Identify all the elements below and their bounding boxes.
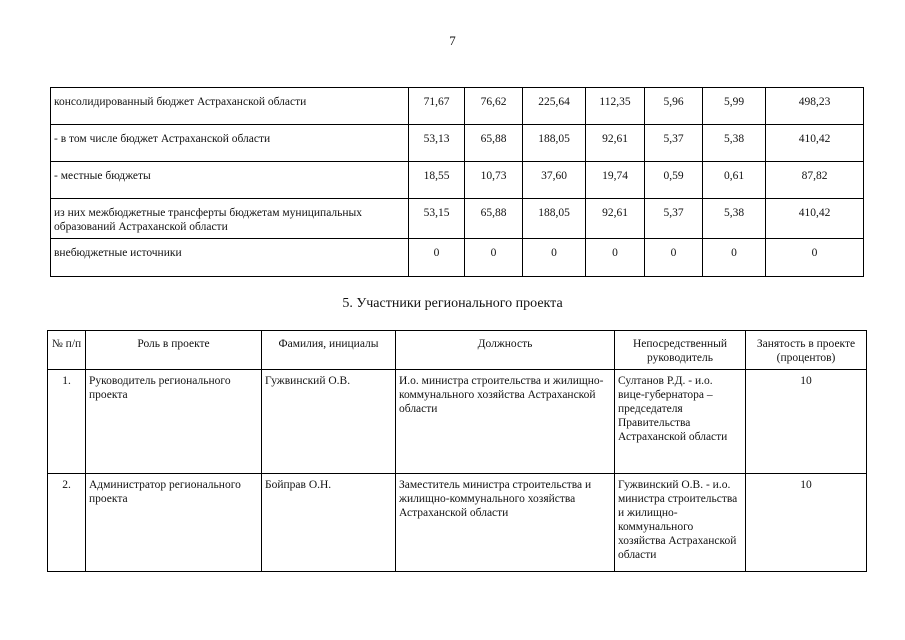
table-header-row (48, 331, 867, 370)
row-label: - местные бюджеты (51, 162, 409, 199)
name-cell: Гужвинский О.В. (262, 370, 396, 474)
column-header: Непосредственный руководитель (615, 331, 746, 370)
table-cell: 5,38 (703, 125, 766, 162)
table-cell: 5,37 (645, 199, 703, 239)
employment-cell: 10 (746, 474, 867, 572)
row-label: консолидированный бюджет Астраханской области (51, 88, 409, 125)
table-cell: 112,35 (586, 88, 645, 125)
table-cell: 410,42 (766, 125, 864, 162)
supervisor-cell: Султанов Р.Д. - и.о. вице-губернатора – председателя Правительства Астраханской области (615, 370, 746, 474)
table-row (51, 239, 864, 277)
table-cell: 0 (409, 239, 465, 277)
participants-table (47, 330, 867, 572)
table-cell: 0 (645, 239, 703, 277)
table-cell: 92,61 (586, 199, 645, 239)
supervisor-cell: Гужвинский О.В. - и.о. министра строительства и жилищно-коммунального хозяйства Астраханской области (615, 474, 746, 572)
column-header: Должность (396, 331, 615, 370)
page-number: 7 (449, 33, 456, 48)
table-cell: 76,62 (465, 88, 523, 125)
table-cell: 53,13 (409, 125, 465, 162)
table-cell: 87,82 (766, 162, 864, 199)
table-row (51, 199, 864, 239)
column-header: Занятость в проекте (процентов) (746, 331, 867, 370)
column-header: Роль в проекте (86, 331, 262, 370)
table-cell: 18,55 (409, 162, 465, 199)
table-row (48, 474, 867, 572)
table-cell: 65,88 (465, 199, 523, 239)
table-row (51, 88, 864, 125)
table-cell: 0 (586, 239, 645, 277)
table-cell: 5,38 (703, 199, 766, 239)
table-cell: 0 (523, 239, 586, 277)
employment-cell: 10 (746, 370, 867, 474)
table-cell: 5,99 (703, 88, 766, 125)
row-label: внебюджетные источники (51, 239, 409, 277)
table-cell: 0 (703, 239, 766, 277)
table-cell: 53,15 (409, 199, 465, 239)
table-cell: 65,88 (465, 125, 523, 162)
table-cell: 10,73 (465, 162, 523, 199)
role-cell: Руководитель регионального проекта (86, 370, 262, 474)
position-cell: И.о. министра строительства и жилищно-коммунального хозяйства Астраханской области (396, 370, 615, 474)
table-cell: 19,74 (586, 162, 645, 199)
row-label: из них межбюджетные трансферты бюджетам муниципальных образований Астраханской области (51, 199, 409, 239)
section-title: 5. Участники регионального проекта (342, 296, 563, 311)
table-cell: 225,64 (523, 88, 586, 125)
table-row (51, 162, 864, 199)
role-cell: Администратор регионального проекта (86, 474, 262, 572)
table-cell: 498,23 (766, 88, 864, 125)
table-row (51, 125, 864, 162)
row-label: - в том числе бюджет Астраханской области (51, 125, 409, 162)
table-cell: 5,96 (645, 88, 703, 125)
table-cell: 37,60 (523, 162, 586, 199)
table-cell: 188,05 (523, 125, 586, 162)
table-cell: 188,05 (523, 199, 586, 239)
row-number: 2. (48, 474, 86, 572)
table-cell: 92,61 (586, 125, 645, 162)
column-header: № п/п (48, 331, 86, 370)
position-cell: Заместитель министра строительства и жилищно-коммунального хозяйства Астраханской области (396, 474, 615, 572)
column-header: Фамилия, инициалы (262, 331, 396, 370)
table-cell: 5,37 (645, 125, 703, 162)
table-cell: 410,42 (766, 199, 864, 239)
table-cell: 71,67 (409, 88, 465, 125)
table-cell: 0,61 (703, 162, 766, 199)
row-number: 1. (48, 370, 86, 474)
name-cell: Бойправ О.Н. (262, 474, 396, 572)
table-cell: 0 (766, 239, 864, 277)
table-cell: 0 (465, 239, 523, 277)
table-cell: 0,59 (645, 162, 703, 199)
table-row (48, 370, 867, 474)
budget-table (50, 87, 864, 277)
